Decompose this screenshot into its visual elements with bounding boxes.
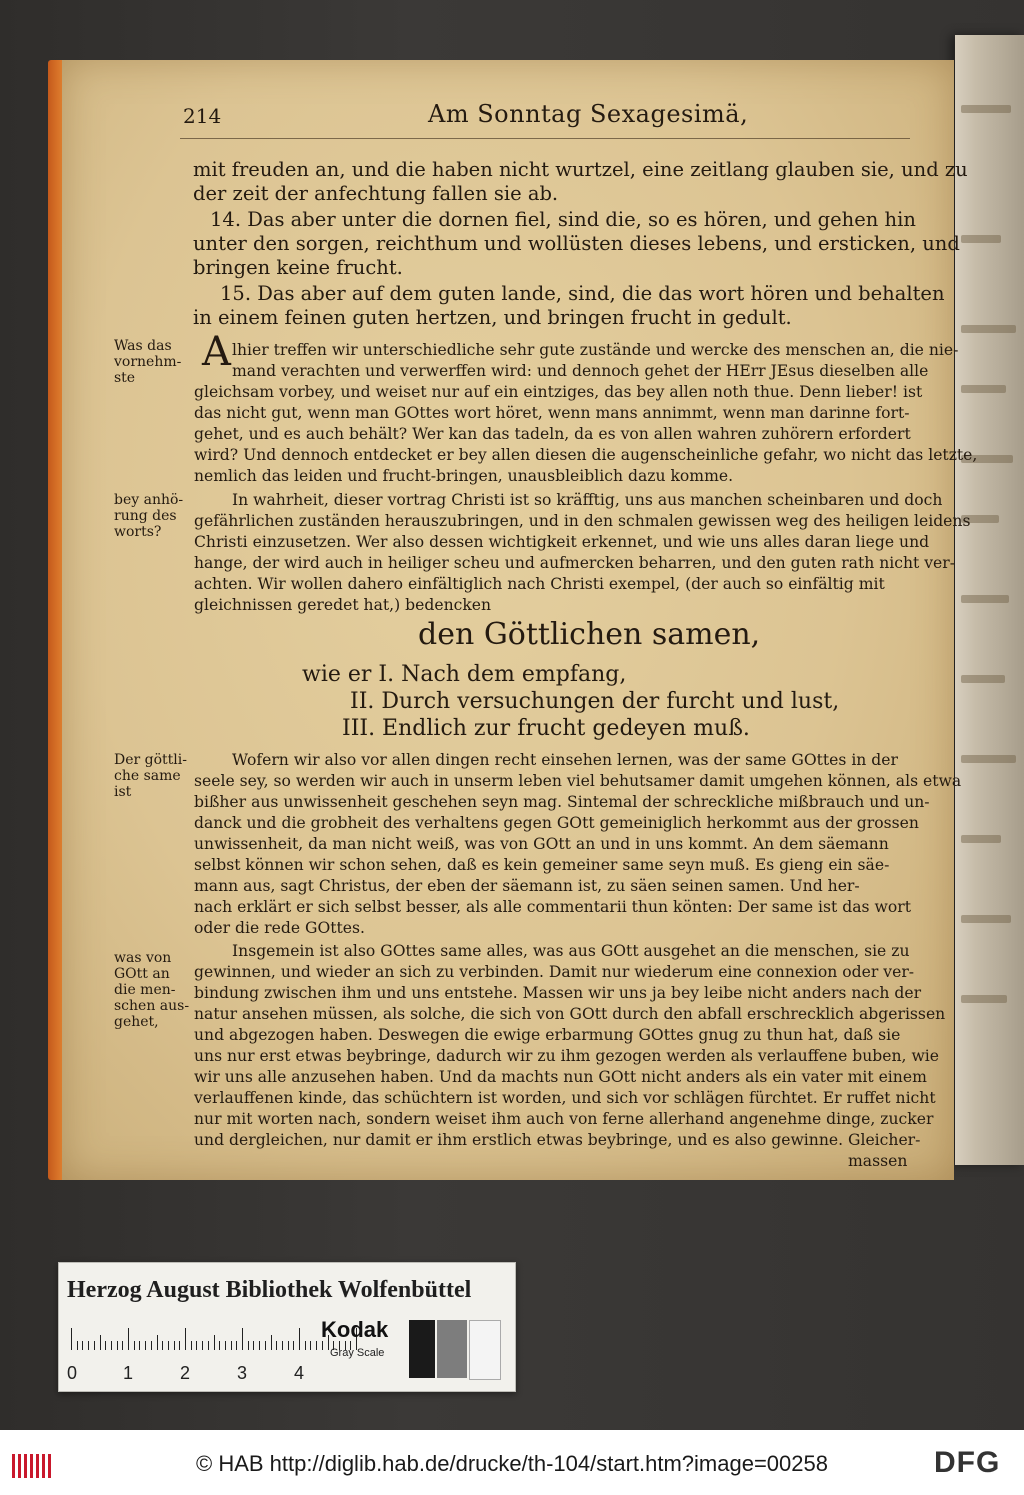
scale-number: 0 bbox=[67, 1363, 78, 1383]
margin-note-line: che same bbox=[114, 768, 181, 784]
ruler-tick bbox=[214, 1335, 215, 1350]
margin-note-line: Der göttli- bbox=[114, 752, 187, 768]
margin-note-line: gehet, bbox=[114, 1014, 159, 1030]
ruler-tick bbox=[202, 1341, 203, 1350]
margin-note-line: schen aus- bbox=[114, 998, 190, 1014]
text-line: wird? Und dennoch entdecket er bey allen diesen die augenscheinliche gefahr, wo nicht das letzte, bbox=[194, 446, 978, 464]
margin-note-line: ist bbox=[114, 784, 132, 800]
ruler-tick bbox=[282, 1341, 283, 1350]
text-line: gleichsam vorbey, und weiset nur auf ein eintziges, das bey allen noth thue. Denn lieber! ist bbox=[194, 383, 923, 401]
ruler-tick bbox=[208, 1341, 209, 1350]
page-number: 214 bbox=[183, 104, 222, 128]
text-line: oder die rede GOttes. bbox=[194, 919, 365, 937]
ruler-tick bbox=[191, 1341, 192, 1350]
ruler-tick bbox=[265, 1341, 266, 1350]
division-line: III. Endlich zur frucht gedeyen muß. bbox=[342, 716, 750, 741]
measurement-ruler bbox=[71, 1328, 359, 1350]
ruler-tick bbox=[253, 1341, 254, 1350]
gray-swatch bbox=[437, 1320, 467, 1378]
color-calibration-card bbox=[58, 1262, 516, 1392]
ruler-tick bbox=[225, 1341, 226, 1350]
ruler-tick bbox=[219, 1341, 220, 1350]
ruler-tick bbox=[276, 1341, 277, 1350]
ruler-tick bbox=[236, 1341, 237, 1350]
adjacent-text-fragment bbox=[961, 755, 1016, 763]
margin-note-line: die men- bbox=[114, 982, 176, 998]
drop-cap: A bbox=[202, 329, 231, 375]
ruler-tick bbox=[248, 1341, 249, 1350]
card-title: Herzog August Bibliothek Wolfenbüttel bbox=[67, 1277, 472, 1303]
margin-note-line: bey anhö- bbox=[114, 492, 184, 508]
white-swatch bbox=[469, 1320, 501, 1380]
dfg-logo: DFG bbox=[934, 1446, 1001, 1479]
text-line: seele sey, so werden wir auch in unserm leben viel behutsamer damit umgehen können, als etwa bbox=[194, 772, 962, 790]
text-line: unter den sorgen, reichthum und wollüsten dieses lebens, und ersticken, und bbox=[193, 232, 960, 255]
ruler-tick bbox=[122, 1341, 123, 1350]
text-line: Insgemein ist also GOttes same alles, was aus GOtt ausgehet an die menschen, sie zu bbox=[232, 942, 910, 960]
text-line: In wahrheit, dieser vortrag Christi ist so kräfftig, uns aus manchen scheinbaren und doch bbox=[232, 491, 943, 509]
ruler-tick bbox=[271, 1335, 272, 1350]
text-line: bißher aus unwissenheit geschehen seyn mag. Sintemal der schreckliche mißbrauch und un- bbox=[194, 793, 930, 811]
text-line: mann aus, sagt Christus, der eben der säemann ist, zu säen seinen samen. Und her- bbox=[194, 877, 860, 895]
source-citation[interactable]: © HAB http://diglib.hab.de/drucke/th-104/start.htm?image=00258 bbox=[196, 1451, 828, 1476]
text-line: 15. Das aber auf dem guten lande, sind, die das wort hören und behalten bbox=[220, 282, 945, 305]
text-line: gehet, und es auch behält? Wer kan das tadeln, da es von allen wahren zuhörern erfordert bbox=[194, 425, 911, 443]
header-rule bbox=[180, 138, 910, 139]
text-line: achten. Wir wollen dahero einfältiglich nach Christi exempel, (der auch so einfältig mit bbox=[194, 575, 885, 593]
ruler-tick bbox=[316, 1341, 317, 1350]
text-line: uns nur erst etwas beybringe, dadurch wir zu ihm gezogen werden als verlauffene buben, wie bbox=[194, 1047, 940, 1065]
text-line: hange, der wird auch in heiliger scheu und aufmercken beharren, und den guten rath nicht ver- bbox=[194, 554, 956, 572]
text-line: in einem feinen guten hertzen, und bringen frucht in gedult. bbox=[193, 306, 792, 329]
ruler-tick bbox=[157, 1335, 158, 1350]
text-line: verlauffenen kinde, das schüchtern ist worden, und sich vor schlägen fürchtet. Er ruffet nicht bbox=[194, 1089, 936, 1107]
gray-scale-label: Gray Scale bbox=[330, 1347, 385, 1359]
text-line: natur ansehen müssen, als solche, die sich von GOtt durch den abfall erschrecklich abgerissen bbox=[194, 1005, 946, 1023]
footer-bar bbox=[0, 1430, 1024, 1495]
text-line: und abgezogen haben. Deswegen die ewige erbarmung GOttes gnug zu thun hat, daß sie bbox=[194, 1026, 901, 1044]
text-line: gleichnissen geredet hat,) bedencken bbox=[194, 596, 492, 614]
adjacent-text-fragment bbox=[961, 385, 1006, 393]
kodak-logo: Kodak bbox=[321, 1317, 389, 1342]
text-line: und dergleichen, nur damit er ihm erstlich etwas beybringe, und es also gewinne. Gleicher- bbox=[194, 1131, 921, 1149]
ruler-tick bbox=[139, 1341, 140, 1350]
adjacent-text-fragment bbox=[961, 915, 1011, 923]
ruler-tick bbox=[117, 1341, 118, 1350]
ruler-tick bbox=[242, 1328, 243, 1350]
ruler-tick bbox=[145, 1341, 146, 1350]
adjacent-text-fragment bbox=[961, 835, 1001, 843]
ruler-tick bbox=[299, 1328, 300, 1350]
ruler-tick bbox=[310, 1341, 311, 1350]
ruler-tick bbox=[174, 1341, 175, 1350]
ruler-tick bbox=[185, 1328, 186, 1350]
margin-note-line: Was das bbox=[114, 338, 172, 354]
ruler-tick bbox=[100, 1335, 101, 1350]
ruler-tick bbox=[288, 1341, 289, 1350]
ruler-tick bbox=[305, 1341, 306, 1350]
ruler-tick bbox=[259, 1341, 260, 1350]
text-line: gefährlichen zuständen herauszubringen, und in den schmalen gewissen weg des heiligen leidens bbox=[194, 512, 971, 530]
text-line: Christi einzusetzen. Wer also dessen wichtigkeit erkennet, und wie uns alles daran liege und bbox=[194, 533, 930, 551]
ruler-tick bbox=[82, 1341, 83, 1350]
ruler-tick bbox=[134, 1341, 135, 1350]
ruler-tick bbox=[151, 1341, 152, 1350]
ruler-tick bbox=[196, 1341, 197, 1350]
text-line: der zeit der anfechtung fallen sie ab. bbox=[193, 182, 559, 205]
running-head: Am Sonntag Sexagesimä, bbox=[428, 100, 749, 128]
adjacent-text-fragment bbox=[961, 235, 1001, 243]
adjacent-text-fragment bbox=[961, 995, 1007, 1003]
text-line: das nicht gut, wenn man GOttes wort höret, wenn mans annimmt, wenn man darinne fort- bbox=[194, 404, 910, 422]
ruler-tick bbox=[128, 1328, 129, 1350]
ruler-tick bbox=[231, 1341, 232, 1350]
text-line: mand verachten und verwerffen wird: und dennoch gehet der HErr JEsus dieselben alle bbox=[232, 362, 929, 380]
text-line: danck und die grobheit des verhaltens gegen GOtt gemeiniglich herkommt aus der grossen bbox=[194, 814, 919, 832]
text-line: nach erklärt er sich selbst besser, als alle commentarii thun könten: Der same ist das wort bbox=[194, 898, 911, 916]
adjacent-text-fragment bbox=[961, 595, 1009, 603]
scale-number: 2 bbox=[180, 1363, 191, 1383]
black-swatch bbox=[409, 1320, 435, 1378]
text-line: gewinnen, und wieder an sich zu verbinden. Damit nur wiederum eine connexion oder ver- bbox=[194, 963, 915, 981]
scale-number: 1 bbox=[123, 1363, 134, 1383]
adjacent-text-fragment bbox=[961, 105, 1011, 113]
division-line: II. Durch versuchungen der furcht und lust, bbox=[350, 689, 840, 714]
text-line: wir uns alle anzusehen haben. Und da machts nun GOtt nicht anders als ein vater mit einem bbox=[194, 1068, 927, 1086]
ruler-tick bbox=[77, 1341, 78, 1350]
text-line: bringen keine frucht. bbox=[193, 256, 403, 279]
text-line: unwissenheit, da man nicht weiß, was von GOtt an und in uns kommt. An dem säemann bbox=[194, 835, 889, 853]
ruler-tick bbox=[71, 1328, 72, 1350]
text-line: nemlich das leiden und frucht-bringen, unausbleiblich dazu komme. bbox=[194, 467, 734, 485]
ruler-tick bbox=[111, 1341, 112, 1350]
margin-note-line: vornehm- bbox=[114, 354, 182, 370]
scale-number: 3 bbox=[237, 1363, 248, 1383]
theme-heading: den Göttlichen samen, bbox=[418, 617, 761, 652]
adjacent-page-edge bbox=[955, 35, 1024, 1165]
margin-note-line: GOtt an bbox=[114, 966, 170, 982]
text-line: lhier treffen wir unterschiedliche sehr gute zustände und wercke des menschen an, die nie- bbox=[232, 341, 959, 359]
adjacent-text-fragment bbox=[961, 675, 1005, 683]
book-page bbox=[62, 60, 978, 1180]
text-line: Wofern wir also vor allen dingen recht einsehen lernen, was der same GOttes in der bbox=[232, 751, 898, 769]
text-line: bindung zwischen ihm und uns entstehe. Massen wir uns ja bey leibe nicht anders nach der bbox=[194, 984, 922, 1002]
margin-note-line: ste bbox=[114, 370, 136, 386]
scale-number: 4 bbox=[294, 1363, 305, 1383]
adjacent-text-fragment bbox=[961, 325, 1016, 333]
division-line: wie er I. Nach dem empfang, bbox=[302, 662, 627, 687]
text-line: 14. Das aber unter die dornen fiel, sind die, so es hören, und gehen hin bbox=[210, 208, 916, 231]
ruler-tick bbox=[162, 1341, 163, 1350]
text-line: selbst können wir schon sehen, daß es kein gemeiner same seyn muß. Es gieng ein säe- bbox=[194, 856, 890, 874]
margin-note-line: worts? bbox=[114, 524, 162, 540]
margin-note-line: was von bbox=[114, 950, 172, 966]
catchword: massen bbox=[848, 1152, 908, 1170]
ruler-tick bbox=[105, 1341, 106, 1350]
ruler-tick bbox=[293, 1341, 294, 1350]
text-line: nur mit worten nach, sondern weiset ihm auch von ferne allerhand angenehme dinge, zucker bbox=[194, 1110, 934, 1128]
ruler-tick bbox=[179, 1341, 180, 1350]
text-line: mit freuden an, und die haben nicht wurtzel, eine zeitlang glauben sie, und zu bbox=[193, 158, 968, 181]
ruler-tick bbox=[88, 1341, 89, 1350]
ruler-tick bbox=[94, 1341, 95, 1350]
ruler-tick bbox=[168, 1341, 169, 1350]
margin-note-line: rung des bbox=[114, 508, 177, 524]
